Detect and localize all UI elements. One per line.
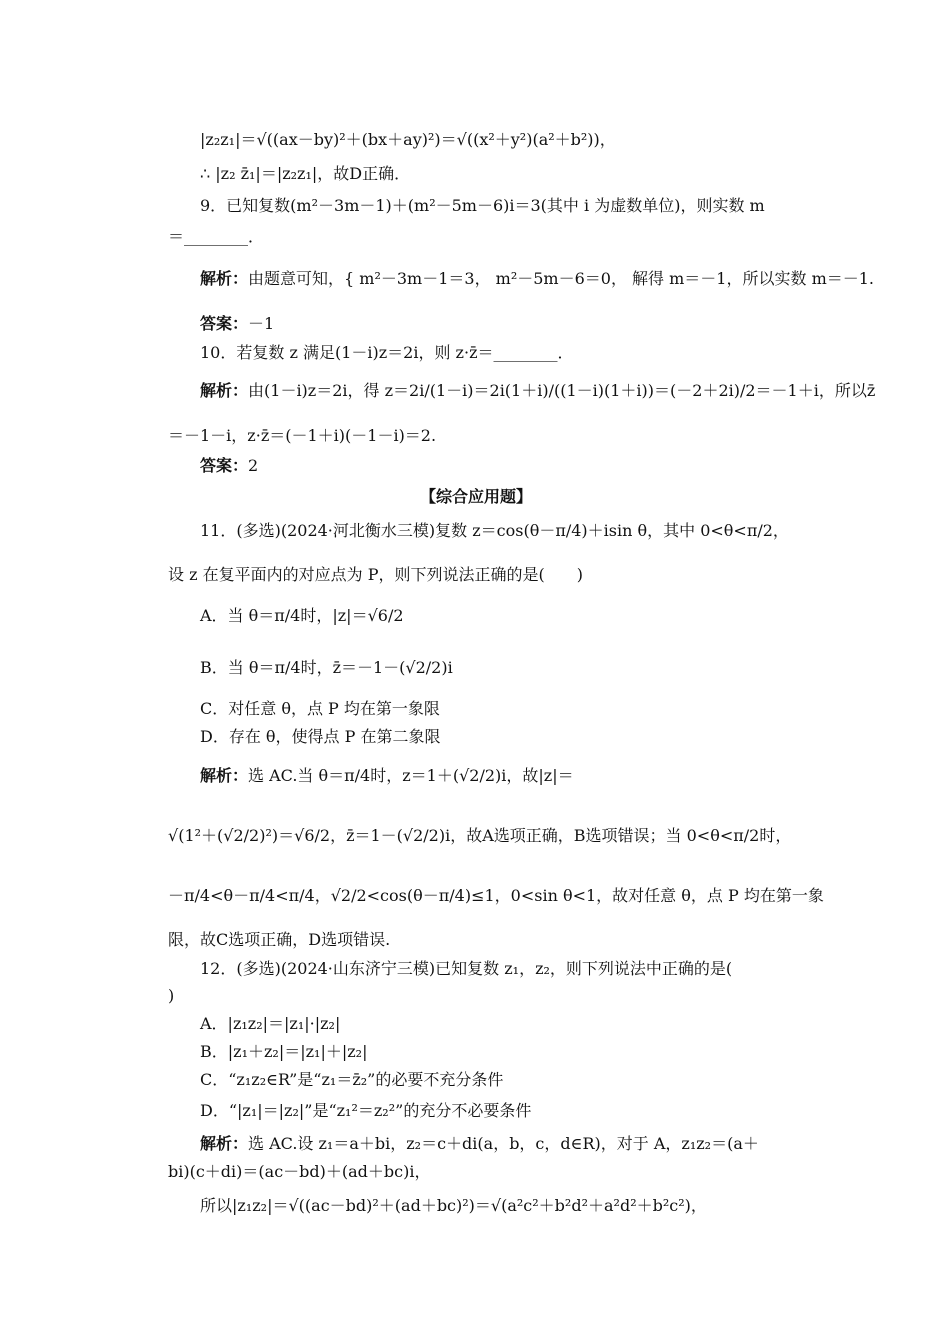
text-line: 所以|z₁z₂|＝√((ac－bd)²＋(ad＋bc)²)＝√(a²c²＋b²d²＋a²d²＋b²c²)， <box>200 1196 707 1215</box>
option-b: B．|z₁＋z₂|＝|z₁|＋|z₂| <box>200 1042 368 1061</box>
option-b: B．当 θ＝π/4时，z̄＝－1－(√2/2)i <box>200 658 453 677</box>
option-c: C．“z₁z₂∈R”是“z₁＝z̄₂”的必要不充分条件 <box>200 1070 504 1089</box>
solution-label: 解析： <box>200 269 249 288</box>
section-heading: 【综合应用题】 <box>420 487 533 506</box>
question-10: 10．若复数 z 满足(1－i)z＝2i，则 z·z̄＝________． <box>200 343 574 362</box>
option-a: A．当 θ＝π/4时，|z|＝√6/2 <box>200 606 404 625</box>
answer-10 <box>200 455 258 477</box>
text-line: |z₂z₁|＝√((ax－by)²＋(bx＋ay)²)＝√((x²＋y²)(a²＋b²))， <box>200 130 616 149</box>
question-9: 9．已知复数(m²－3m－1)＋(m²－5m－6)i＝3(其中 i 为虚数单位)，则实数 m <box>200 196 765 215</box>
solution-text: 选 AC.当 θ＝π/4时，z＝1＋(√2/2)i，故|z|＝ <box>248 766 574 785</box>
answer-value: 2 <box>248 456 259 475</box>
text-line: －π/4<θ－π/4<π/4，√2/2<cos(θ－π/4)≤1，0<sin θ<1，故对任意 θ，点 P 均在第一象 <box>168 886 824 905</box>
option-d: D．“|z₁|＝|z₂|”是“z₁²＝z₂²”的充分不必要条件 <box>200 1101 532 1120</box>
answer-value: －1 <box>248 314 275 333</box>
answer-label: 答案： <box>200 456 249 475</box>
solution-9 <box>200 268 874 290</box>
text-line: 设 z 在复平面内的对应点为 P，则下列说法正确的是( ) <box>168 565 583 584</box>
text-line: ＝－1－i，z·z̄＝(－1＋i)(－1－i)＝2. <box>168 426 437 445</box>
text-line: bi)(c＋di)＝(ac－bd)＋(ad＋bc)i， <box>168 1162 431 1181</box>
text-line: 限，故C选项正确，D选项错误. <box>168 930 391 949</box>
text-line: ∴ |z₂ z̄₁|＝|z₂z₁|，故D正确． <box>200 164 411 183</box>
solution-12 <box>200 1133 759 1155</box>
option-a: A．|z₁z₂|＝|z₁|·|z₂| <box>200 1014 341 1033</box>
solution-11 <box>200 765 574 787</box>
answer-9 <box>200 313 274 335</box>
solution-text: 由题意可知，{ m²－3m－1＝3， m²－5m－6＝0， 解得 m＝－1，所以实数 m＝－1. <box>248 269 875 288</box>
solution-text: 由(1－i)z＝2i，得 z＝2i/(1－i)＝2i(1＋i)/((1－i)(1＋i))＝(－2＋2i)/2＝－1＋i，所以z̄ <box>248 381 876 400</box>
option-d: D．存在 θ，使得点 P 在第二象限 <box>200 727 441 746</box>
text-line: √(1²＋(√2/2)²)＝√6/2，z̄＝1－(√2/2)i，故A选项正确，B选项错误；当 0<θ<π/2时， <box>168 826 792 845</box>
solution-10 <box>200 380 875 402</box>
text-line: ) <box>168 986 175 1005</box>
text-line: ＝________． <box>168 227 265 246</box>
question-11: 11．(多选)(2024·河北衡水三模)复数 z＝cos(θ－π/4)＋isin θ，其中 0<θ<π/2， <box>200 521 789 540</box>
option-c: C．对任意 θ，点 P 均在第一象限 <box>200 699 440 718</box>
solution-text: 选 AC.设 z₁＝a＋bi，z₂＝c＋di(a，b，c，d∈R)，对于 A，z₁z₂＝(a＋ <box>248 1134 759 1153</box>
solution-label: 解析： <box>200 766 249 785</box>
solution-label: 解析： <box>200 1134 249 1153</box>
answer-label: 答案： <box>200 314 249 333</box>
solution-label: 解析： <box>200 381 249 400</box>
question-12: 12．(多选)(2024·山东济宁三模)已知复数 z₁，z₂，则下列说法中正确的是( <box>200 959 733 978</box>
